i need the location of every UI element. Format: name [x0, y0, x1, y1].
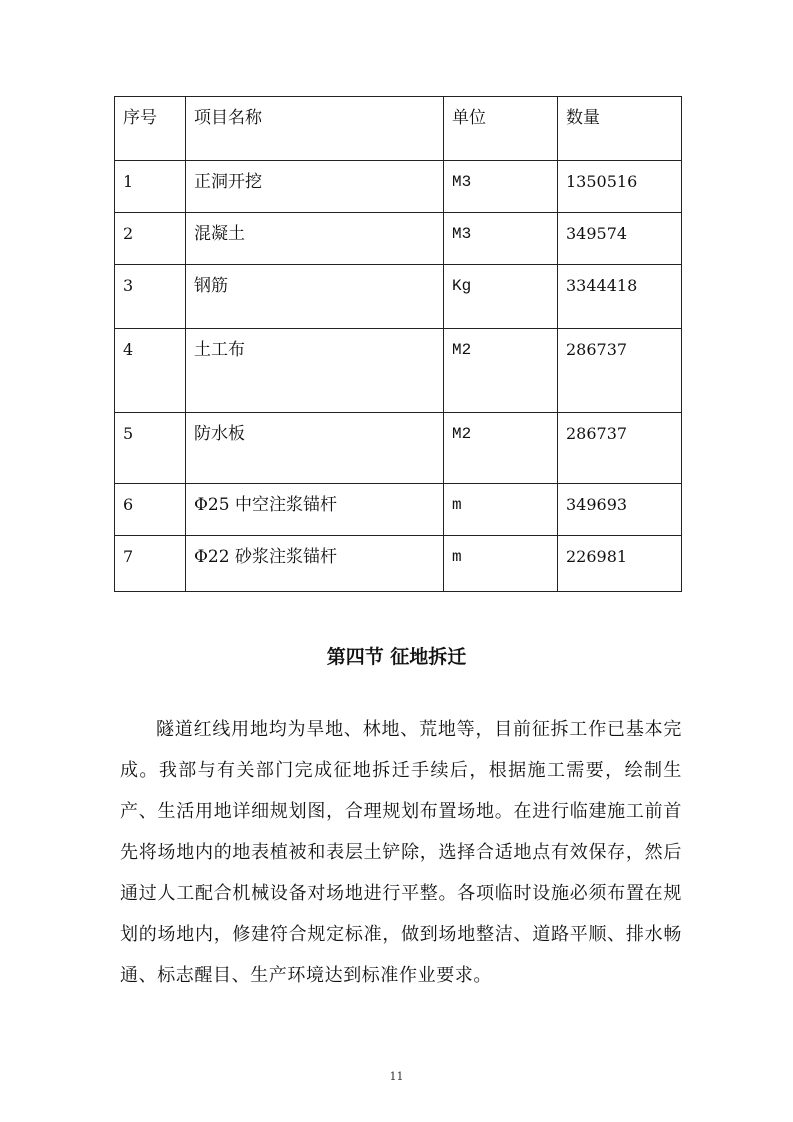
cell-qty: 3344418 — [558, 265, 682, 329]
cell-unit: Kg — [444, 265, 558, 329]
cell-name: Φ22 砂浆注浆锚杆 — [186, 536, 444, 592]
cell-no: 1 — [115, 161, 186, 213]
cell-name: Φ25 中空注浆锚杆 — [186, 484, 444, 536]
section-heading: 第四节 征地拆迁 — [326, 646, 467, 668]
table-row — [115, 213, 682, 265]
cell-qty: 286737 — [558, 329, 682, 413]
table-row — [115, 536, 682, 592]
cell-no: 4 — [115, 329, 186, 413]
quantity-table — [114, 96, 682, 592]
table-header-row — [115, 97, 682, 161]
cell-qty: 349693 — [558, 484, 682, 536]
table-row — [115, 265, 682, 329]
cell-unit: M2 — [444, 413, 558, 484]
cell-unit: m — [444, 484, 558, 536]
cell-unit: M3 — [444, 213, 558, 265]
cell-no: 6 — [115, 484, 186, 536]
table-row — [115, 413, 682, 484]
page-number: 11 — [389, 1070, 404, 1083]
cell-name: 钢筋 — [186, 265, 444, 329]
cell-unit: m — [444, 536, 558, 592]
cell-qty: 349574 — [558, 213, 682, 265]
cell-qty: 226981 — [558, 536, 682, 592]
cell-qty: 286737 — [558, 413, 682, 484]
table-row — [115, 484, 682, 536]
cell-no: 5 — [115, 413, 186, 484]
body-paragraph: 隧道红线用地均为旱地、林地、荒地等，目前征拆工作已基本完成。我部与有关部门完成征地拆迁手续后，根据施工需要，绘制生产、生活用地详细规划图，合理规划布置场地。在进行临建施工前首先将场地内的地表植被和表层土铲除，选择合适地点有效保存，然后通过人工配合机械设备对场地进行平整。各项临时设施必须布置在规划的场地内，修建符合规定标准，做到场地整洁、道路平顺、排水畅通、标志醒目、生产环境达到标准作业要求。 — [120, 719, 682, 986]
header-cell-unit: 单位 — [444, 97, 558, 161]
cell-no: 2 — [115, 213, 186, 265]
cell-name: 防水板 — [186, 413, 444, 484]
cell-name: 正洞开挖 — [186, 161, 444, 213]
table-row — [115, 161, 682, 213]
cell-name: 土工布 — [186, 329, 444, 413]
cell-qty: 1350516 — [558, 161, 682, 213]
cell-unit: M2 — [444, 329, 558, 413]
cell-unit: M3 — [444, 161, 558, 213]
header-cell-no: 序号 — [115, 97, 186, 161]
table-row — [115, 329, 682, 413]
cell-name: 混凝土 — [186, 213, 444, 265]
header-cell-name: 项目名称 — [186, 97, 444, 161]
header-cell-qty: 数量 — [558, 97, 682, 161]
cell-no: 7 — [115, 536, 186, 592]
cell-no: 3 — [115, 265, 186, 329]
